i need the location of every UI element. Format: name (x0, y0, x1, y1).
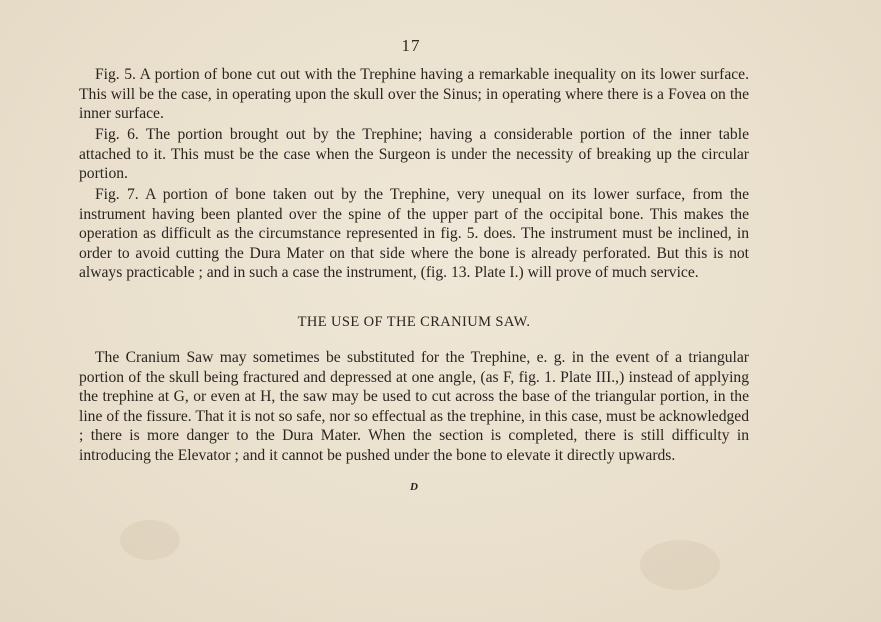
paragraph-fig-5-text: Fig. 5. A portion of bone cut out with the Trephine having a remarkable inequality on its lower surface. This will be the case, in operating upon the skull over the Sinus; in operating where there is a Fovea on the inner surface. (79, 66, 749, 123)
paragraph-fig-6-text: Fig. 6. The portion brought out by the Trephine; having a considerable portion of the inner table attached to it. This must be the case when the Surgeon is under the necessity of breaking up the circular portion. (79, 126, 749, 183)
paragraph-fig-7 (79, 185, 749, 283)
paragraph-fig-7-text: Fig. 7. A portion of bone taken out by the Trephine, very unequal on its lower surface, from the instrument having been planted over the spine of the upper part of the occipital bone. This makes the operation as difficult as the circumstance represented in fig. 5. does. The instrument must be inclined, in order to avoid cutting the Dura Mater on that side where the bone is already perforated. But this is not always practicable ; and in such a case the instrument, (fig. 13. Plate I.) will prove of much service. (79, 186, 749, 282)
section-heading: THE USE OF THE CRANIUM SAW. (297, 314, 531, 330)
paragraph-cranium-saw (79, 348, 749, 466)
paragraph-cranium-saw-text: The Cranium Saw may sometimes be substituted for the Trephine, e. g. in the event of a triangular portion of the skull being fractured and depressed at one angle, (as F, fig. 1. Plate III.,) instead of applying the trephine at G, or even at H, the saw may be used to cut across the base of the triangular portion, in the line of the fissure. That it is not so safe, nor so effectual as the trephine, in this case, must be acknowledged ; there is more danger to the Dura Mater. When the section is completed, there is still difficulty in introducing the Elevator ; and it cannot be pushed under the bone to elevate it directly upwards. (79, 349, 749, 464)
signature-mark: D (410, 481, 418, 493)
paragraph-fig-5 (79, 65, 749, 124)
paragraph-fig-6 (79, 125, 749, 184)
paper-stain (120, 520, 180, 560)
paper-stain (640, 540, 720, 590)
page-number: 17 (401, 36, 421, 55)
